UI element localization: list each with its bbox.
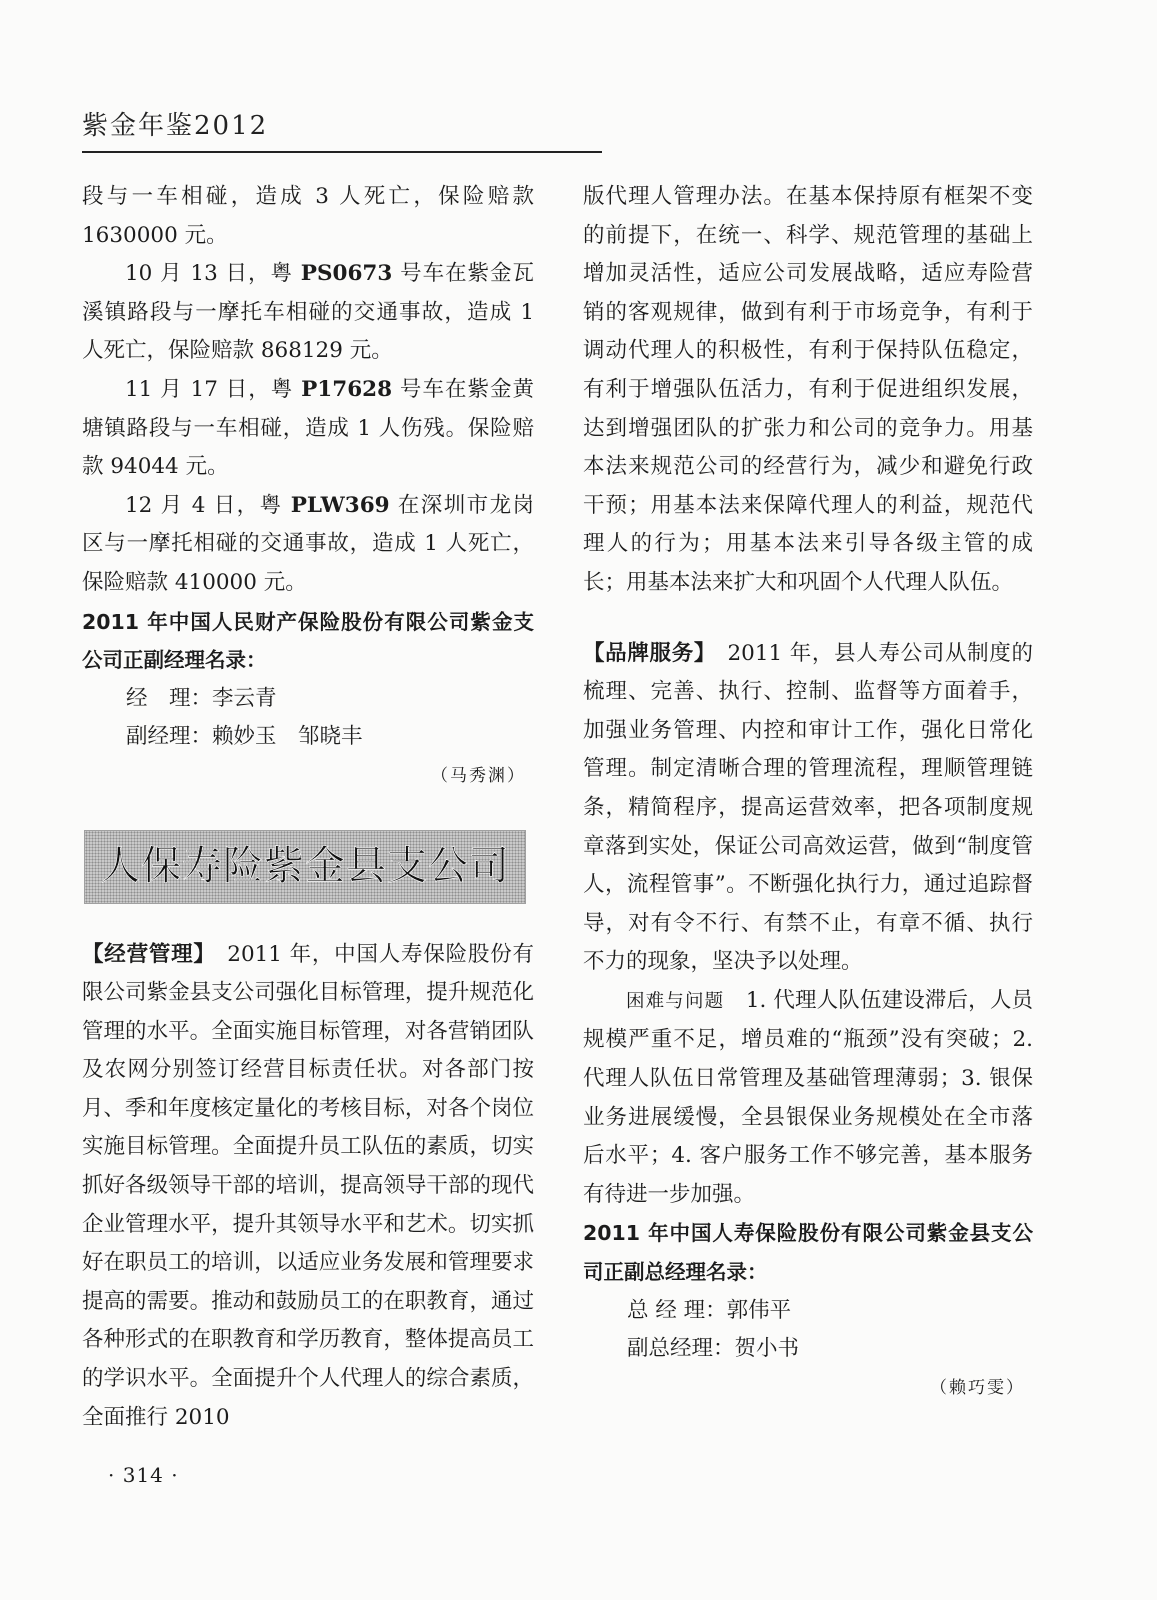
roster-deputy: 副经理：赖妙玉 邹晓丰	[126, 724, 363, 750]
running-header: 紫金年鉴2012	[82, 111, 269, 141]
section-tag: 【品牌服务】	[583, 640, 706, 666]
section-tag: 【经营管理】	[82, 941, 205, 967]
plate-number: PLW369	[290, 492, 390, 518]
paragraph-claim-3: 11 月 17 日，粤 P17628 号车在紫金黄塘镇路段与一车相碰，造成 1 人伤残。保险赔款 94044 元。	[82, 376, 534, 480]
issues-label: 困难与问题	[626, 990, 725, 1012]
paragraph-claim-4: 12 月 4 日，粤 PLW369 在深圳市龙岗区与一摩托相碰的交通事故，造成 1 人死亡，保险赔款 410000 元。	[82, 492, 534, 595]
paragraph-management: 【经营管理】 2011 年，中国人寿保险股份有限公司紫金县支公司强化目标管理，提升规范化管理的水平。全面实施目标管理，对各营销团队及农网分别签订经营目标责任状。对各部门按月、季和年度核定量化的考核目标，对各个岗位实施目标管理。全面提升员工队伍的素质，切实抓好各级领导干部的培训，提高领导干部的现代企业管理水平，提升其领导水平和艺术。切实抓好在职员工的培训，以适应业务发展和管理要求提高的需要。推动和鼓励员工的在职教育，通过各种形式的在职教育和学历教育，整体提高员工的学识水平。全面提升个人代理人的综合素质，全面推行 2010	[82, 941, 534, 1430]
section-banner	[84, 830, 526, 904]
left-column	[82, 178, 534, 1437]
author-credit: （马秀渊）	[431, 765, 526, 786]
plate-number: P17628	[301, 376, 393, 402]
spacer	[583, 603, 1033, 635]
paragraph-brand-service: 【品牌服务】 2011 年，县人寿公司从制度的梳理、完善、执行、控制、监督等方面着手，加强业务管理、内控和审计工作，强化日常化管理。制定清晰合理的管理流程，理顺管理链条，精简程序，提高运营效率，把各项制度规章落到实处，保证公司高效运营，做到“制度管人，流程管事”。不断强化执行力，通过追踪督导，对有令不行、有禁不止，有章不循、执行不力的现象，坚决予以处理。	[583, 640, 1033, 975]
author-credit: （赖巧雯）	[930, 1377, 1025, 1398]
header-rule	[82, 151, 602, 153]
paragraph-agent-rules: 版代理人管理办法。在基本保持原有框架不变的前提下，在统一、科学、规范管理的基础上增加灵活性，适应公司发展战略，适应寿险营销的客观规律，做到有利于市场竞争，有利于调动代理人的积极性，有利于保持队伍稳定，有利于增强队伍活力，有利于促进组织发展，达到增强团队的扩张力和公司的竞争力。用基本法来规范公司的经营行为，减少和避免行政干预；用基本法来保障代理人的利益，规范代理人的行为；用基本法来引导各级主管的成长；用基本法来扩大和巩固个人代理人队伍。	[583, 184, 1033, 595]
paragraph-claim-1: 段与一车相碰，造成 3 人死亡，保险赔款 1630000 元。	[82, 184, 534, 248]
plate-number: PS0673	[300, 261, 393, 287]
roster-manager: 经 理：李云青	[126, 685, 277, 711]
page-number: · 314 ·	[108, 1463, 179, 1487]
section-title: 人保寿险紫金县支公司	[100, 843, 510, 890]
roster-heading: 2011 年中国人寿保险股份有限公司紫金县支公司正副总经理名录：	[583, 1221, 1033, 1285]
paragraph-claim-2: 10 月 13 日，粤 PS0673 号车在紫金瓦溪镇路段与一摩托车相碰的交通事故，造成 1 人死亡，保险赔款 868129 元。	[82, 261, 534, 364]
roster-general-manager: 总 经 理：郭伟平	[627, 1297, 792, 1323]
paragraph-issues: 困难与问题 1. 代理人队伍建设滞后，人员规模严重不足，增员难的“瓶颈”没有突破；2. 代理人队伍日常管理及基础管理薄弱；3. 银保业务进展缓慢，全县银保业务规模处在全市落后水平；4. 客户服务工作不够完善，基本服务有待进一步加强。	[583, 987, 1033, 1207]
roster-deputy-general-manager: 副总经理：贺小书	[627, 1336, 800, 1362]
roster-heading: 2011 年中国人民财产保险股份有限公司紫金支公司正副经理名录：	[82, 609, 534, 673]
right-column	[583, 178, 1033, 1407]
